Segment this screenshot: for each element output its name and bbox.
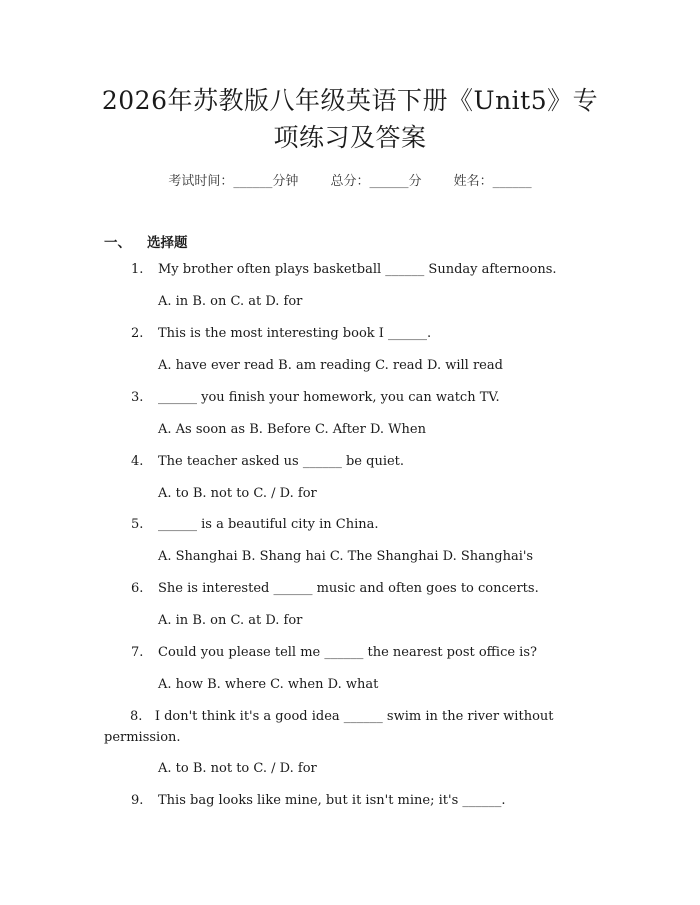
question-text: ______ you finish your homework, you can watch TV.	[158, 390, 500, 405]
question-8	[130, 706, 592, 727]
title-line-2: 项练习及答案	[273, 123, 427, 152]
exam-time: 考试时间：______分钟	[168, 174, 299, 189]
question-7-options: A. how B. where C. when D. what	[158, 677, 379, 692]
exam-score: 总分：______分	[330, 174, 422, 189]
question-text: Could you please tell me ______ the nearest post office is?	[158, 645, 537, 660]
question-number: 6.	[131, 581, 144, 596]
question-number: 2.	[131, 326, 144, 341]
question-8-options: A. to B. not to C. / D. for	[158, 761, 317, 776]
question-number: 4.	[131, 454, 144, 469]
question-text: I don't think it's a good idea ______ swim in the river without	[154, 709, 554, 724]
question-4-options: A. to B. not to C. / D. for	[158, 486, 317, 501]
question-6-options: A. in B. on C. at D. for	[158, 613, 303, 628]
section-label: 选择题	[147, 235, 188, 251]
question-text: This is the most interesting book I ______.	[158, 326, 432, 341]
question-number: 3.	[131, 390, 144, 405]
question-3-options: A. As soon as B. Before C. After D. When	[158, 422, 426, 437]
document-title	[0, 82, 700, 156]
question-5-options: A. Shanghai B. Shang hai C. The Shanghai D. Shanghai's	[158, 549, 534, 564]
exam-info	[0, 170, 700, 189]
question-number: 1.	[131, 262, 144, 277]
question-1-options: A. in B. on C. at D. for	[158, 294, 303, 309]
question-number: 8.	[130, 709, 143, 724]
question-text: The teacher asked us ______ be quiet.	[158, 454, 405, 469]
question-number: 9.	[131, 793, 144, 808]
question-text: This bag looks like mine, but it isn't mine; it's ______.	[158, 793, 506, 808]
question-8-continuation: permission.	[104, 730, 181, 745]
question-text: She is interested ______ music and often goes to concerts.	[158, 581, 539, 596]
question-text: My brother often plays basketball ______ Sunday afternoons.	[158, 262, 557, 277]
question-2-options: A. have ever read B. am reading C. read D. will read	[158, 358, 503, 373]
section-number: 一、	[104, 235, 131, 251]
question-text: ______ is a beautiful city in China.	[158, 517, 379, 532]
title-line-1: 2026年苏教版八年级英语下册《Unit5》专	[101, 86, 599, 115]
question-number: 7.	[131, 645, 144, 660]
question-number: 5.	[131, 517, 144, 532]
section-heading	[104, 231, 188, 251]
exam-name: 姓名：______	[453, 174, 532, 189]
